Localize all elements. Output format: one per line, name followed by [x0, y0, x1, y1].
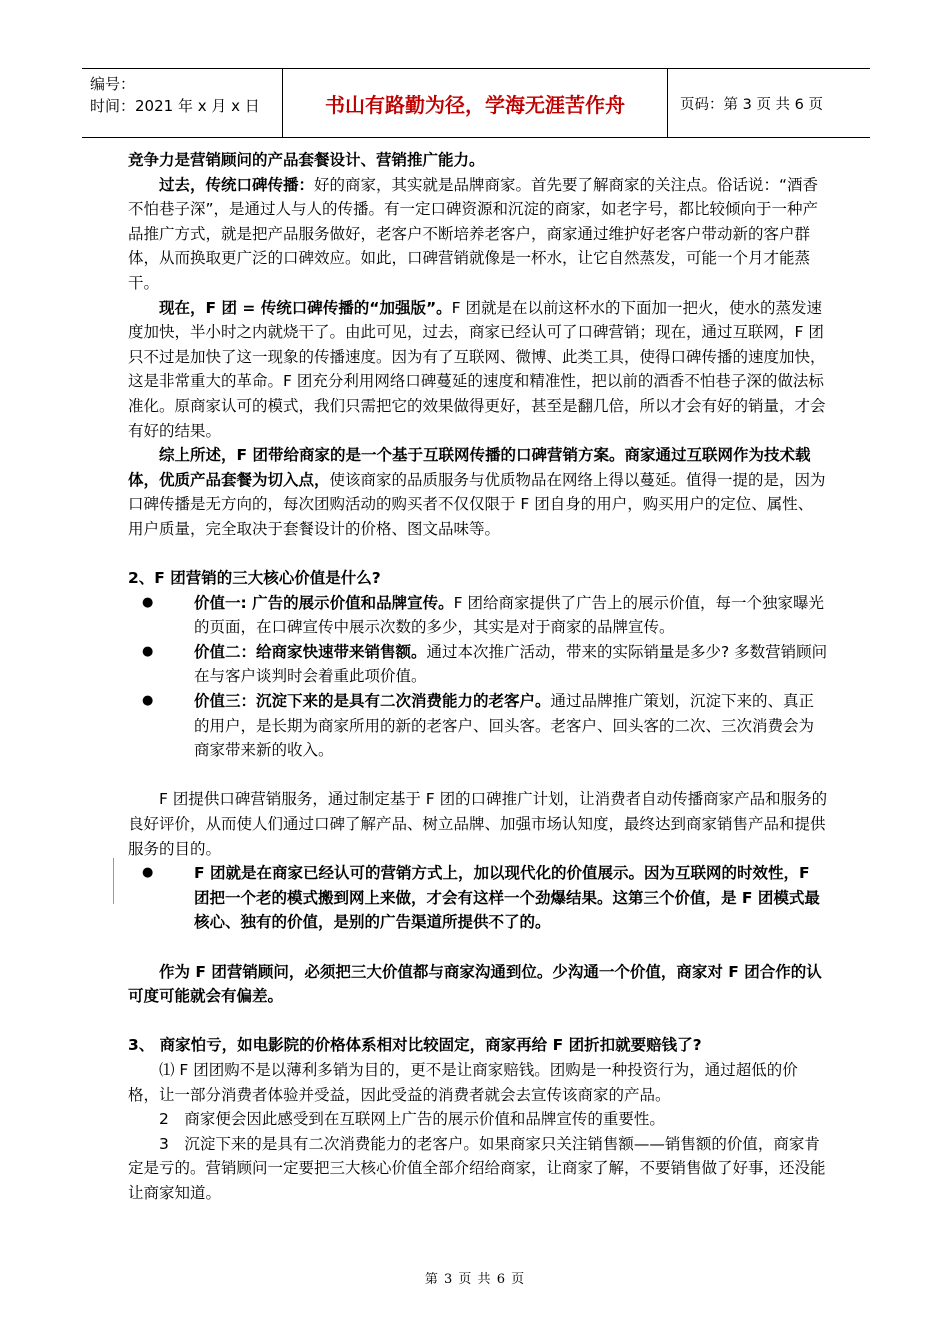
paragraph-past: [128, 173, 828, 296]
core-value-text: F 团就是在商家已经认可的营销方式上，加以现代化的价值展示。因为互联网的时效性，F 团把一个老的模式搬到网上来做，才会有这样一个劲爆结果。这第三个价值，是 F 团模式最核心、独有的价值，是别的广告渠道所提供不了的。: [194, 864, 820, 932]
paragraph-past-heading: 过去，传统口碑传播：: [159, 175, 315, 194]
bullet-icon: ●: [142, 865, 154, 881]
answer-3: 3 沉淀下来的是具有二次消费能力的老客户。如果商家只关注销售额——销售额的价值，商家肯定是亏的。营销顾问一定要把三大核心价值全部介绍给商家，让商家了解，不要销售做了好事，还没能让商家知道。: [128, 1134, 826, 1202]
section-heading-3: 3、 商家怕亏，如电影院的价格体系相对比较固定，商家再给 F 团折扣就要赔钱了?: [128, 1036, 702, 1055]
paragraph-now-text: F 团就是在以前这杯水的下面加一把火，使水的蒸发速度加快，半小时之内就烧干了。由此可见，过去，商家已经认可了口碑营销；现在，通过互联网，F 团只不过是加快了这一现象的传播速度。因为有了互联网、微博、此类工具，使得口碑传播的速度加快， 这是非常重大的革命。F 团充分利用网络口碑蔓延的速度和精准性，把以前的酒香不怕巷子深的做法标准化。原商家认可的模式，我们只需把它的效果做得更好，甚至是翻几倍，所以才会有好的销量，才会有好的结果。: [128, 298, 826, 440]
value-1-text: F 团给商家提供了广告上的展示价值，每一个独家曝光的页面，在口碑宣传中展示次数的多少，其实是对于商家的品牌宣传。: [194, 593, 824, 637]
paragraph-service: F 团提供口碑营销服务，通过制定基于 F 团的口碑推广计划，让消费者自动传播商家产品和服务的良好评价，从而使人们通过口碑了解产品、树立品牌、加强市场认知度，最终达到商家销售产品和提供服务的目的。: [128, 790, 828, 858]
section-heading-2: 2、F 团营销的三大核心价值是什么?: [128, 569, 381, 588]
paragraph-intro: 竞争力是营销顾问的产品套餐设计、营销推广能力。: [128, 151, 485, 169]
value-2-text: 通过本次推广活动，带来的实际销量是多少? 多数营销顾问在与客户谈判时会着重此项价值。: [194, 642, 828, 686]
header-meta: [82, 69, 282, 137]
value-2-title: 价值二：给商家快速带来销售额。: [194, 642, 427, 661]
paragraph-now: [128, 296, 828, 444]
paragraph-summary: [128, 443, 828, 541]
value-3-text: 通过品牌推广策划，沉淀下来的、真正的用户，是长期为商家所用的新的老客户、回头客。老客户、回头客的二次、三次消费会为商家带来新的收入。: [194, 692, 815, 760]
doc-date: 时间：2021 年 x 月 x 日: [90, 97, 260, 115]
value-1-title: 价值一: 广告的展示价值和品牌宣传。: [194, 593, 454, 612]
answer-1: ⑴ F 团团购不是以薄利多销为目的，更不是让商家赔钱。团购是一种投资行为，通过超低的价格，让一部分消费者体验并受益，因此受益的消费者就会去宣传该商家的产品。: [128, 1060, 798, 1104]
page-header: [82, 68, 870, 138]
list-item-core-value: [128, 861, 828, 935]
list-item-value-3: [128, 689, 828, 763]
bullet-icon: ●: [142, 693, 154, 709]
paragraph-consultant: 作为 F 团营销顾问，必须把三大价值都与商家沟通到位。少沟通一个价值，商家对 F 团合作的认可度可能就会有偏差。: [128, 962, 822, 1006]
bullet-icon: ●: [142, 643, 154, 659]
header-page-number: 页码：第 3 页 共 6 页: [680, 96, 823, 113]
list-item-value-1: [128, 591, 828, 640]
header-motto: 书山有路勤为径，学海无涯苦作舟: [282, 69, 668, 137]
doc-number-label: 编号：: [90, 75, 136, 93]
paragraph-past-text: 好的商家，其实就是品牌商家。首先要了解商家的关注点。俗话说：“酒香不怕巷子深”，是通过人与人的传播。有一定口碑资源和沉淀的商家，如老字号，都比较倾向于一种产品推广方式，就是把产品服务做好，老客户不断培养老客户，商家通过维护好老客户带动新的客户群体，从而换取更广泛的口碑效应。如此，口碑营销就像是一杯水，让它自然蒸发，可能一个月才能蒸干。: [128, 175, 819, 292]
bullet-icon: ●: [142, 594, 154, 610]
document-body: [128, 148, 828, 1206]
margin-change-bar: [113, 858, 114, 904]
paragraph-summary-heading: 综上所述，F 团带给商家的是一个基于互联网传播的口碑营销方案。商家通过互联网作为技术载体，优质产品套餐为切入点，: [128, 446, 811, 489]
paragraph-now-heading: 现在，F 团 = 传统口碑传播的“加强版”。: [159, 298, 452, 317]
value-3-title: 价值三：沉淀下来的是具有二次消费能力的老客户。: [194, 692, 551, 711]
page-footer: 第 3 页 共 6 页: [424, 1272, 526, 1287]
answer-2: 2 商家便会因此感受到在互联网上广告的展示价值和品牌宣传的重要性。: [159, 1110, 665, 1129]
paragraph-summary-text: 使该商家的品质服务与优质物品在网络上得以蔓延。值得一提的是，因为口碑传播是无方向的，每次团购活动的购买者不仅仅限于 F 团自身的用户，购买用户的定位、属性、用户质量，完全取决于套餐设计的价格、图文品味等。: [128, 470, 826, 538]
list-item-value-2: [128, 640, 828, 689]
